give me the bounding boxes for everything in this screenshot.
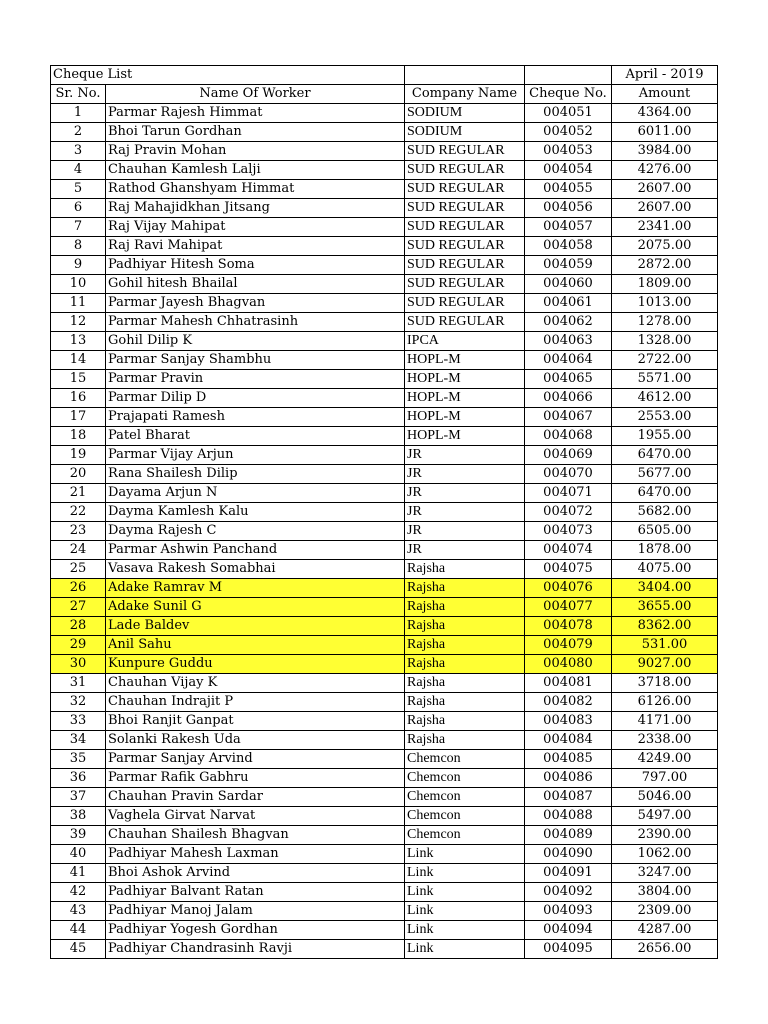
table-row [51,218,718,237]
sr-no-cell: 45 [51,940,106,959]
table-row [51,446,718,465]
amount-cell: 4287.00 [612,921,718,940]
amount-cell: 4075.00 [612,560,718,579]
cheque-no-cell: 004060 [525,275,612,294]
worker-name-cell: Dayama Arjun N [106,484,405,503]
table-row [51,484,718,503]
worker-name-cell: Patel Bharat [106,427,405,446]
company-name-cell: Link [405,883,525,902]
table-row [51,123,718,142]
sr-no-cell: 3 [51,142,106,161]
amount-cell: 2338.00 [612,731,718,750]
cheque-no-cell: 004057 [525,218,612,237]
table-row [51,864,718,883]
worker-name-cell: Raj Ravi Mahipat [106,237,405,256]
table-row [51,788,718,807]
cheque-no-cell: 004053 [525,142,612,161]
worker-name-cell: Chauhan Pravin Sardar [106,788,405,807]
sr-no-cell: 22 [51,503,106,522]
company-name-cell: Rajsha [405,731,525,750]
table-row [51,826,718,845]
company-name-cell: Rajsha [405,674,525,693]
sr-no-cell: 26 [51,579,106,598]
worker-name-cell: Anil Sahu [106,636,405,655]
sr-no-cell: 38 [51,807,106,826]
cheque-no-cell: 004088 [525,807,612,826]
table-row [51,522,718,541]
table-row [51,332,718,351]
company-name-cell: SUD REGULAR [405,275,525,294]
table-row [51,256,718,275]
amount-cell: 1013.00 [612,294,718,313]
sr-no-cell: 42 [51,883,106,902]
worker-name-cell: Parmar Rafik Gabhru [106,769,405,788]
table-row [51,731,718,750]
amount-cell: 6470.00 [612,484,718,503]
sr-no-cell: 17 [51,408,106,427]
sr-no-cell: 24 [51,541,106,560]
company-name-cell: Chemcon [405,750,525,769]
table-row [51,180,718,199]
amount-cell: 3247.00 [612,864,718,883]
sr-no-cell: 30 [51,655,106,674]
amount-cell: 2553.00 [612,408,718,427]
cheque-no-cell: 004066 [525,389,612,408]
cheque-no-cell: 004081 [525,674,612,693]
amount-cell: 8362.00 [612,617,718,636]
amount-cell: 1328.00 [612,332,718,351]
amount-cell: 3655.00 [612,598,718,617]
cheque-no-cell: 004056 [525,199,612,218]
table-row [51,921,718,940]
amount-cell: 531.00 [612,636,718,655]
amount-cell: 5682.00 [612,503,718,522]
company-name-cell: Rajsha [405,579,525,598]
table-row [51,883,718,902]
worker-name-cell: Parmar Dilip D [106,389,405,408]
sr-no-cell: 28 [51,617,106,636]
company-name-cell: SUD REGULAR [405,256,525,275]
cheque-no-cell: 004076 [525,579,612,598]
company-name-cell: SUD REGULAR [405,142,525,161]
worker-name-cell: Parmar Jayesh Bhagvan [106,294,405,313]
worker-name-cell: Gohil Dilip K [106,332,405,351]
worker-name-cell: Padhiyar Yogesh Gordhan [106,921,405,940]
sr-no-cell: 8 [51,237,106,256]
sr-no-cell: 5 [51,180,106,199]
sr-no-cell: 44 [51,921,106,940]
cheque-no-cell: 004064 [525,351,612,370]
table-row [51,389,718,408]
company-name-cell: SODIUM [405,123,525,142]
company-name-cell: Chemcon [405,826,525,845]
sr-no-cell: 6 [51,199,106,218]
cheque-no-cell: 004087 [525,788,612,807]
table-row [51,845,718,864]
cheque-no-cell: 004073 [525,522,612,541]
title-empty-cell [405,66,525,85]
table-row [51,674,718,693]
company-name-cell: IPCA [405,332,525,351]
table-row [51,370,718,389]
worker-name-cell: Padhiyar Chandrasinh Ravji [106,940,405,959]
worker-name-cell: Parmar Sanjay Shambhu [106,351,405,370]
sr-no-cell: 43 [51,902,106,921]
company-name-cell: JR [405,522,525,541]
table-row [51,560,718,579]
cheque-no-cell: 004065 [525,370,612,389]
worker-name-cell: Vasava Rakesh Somabhai [106,560,405,579]
cheque-no-cell: 004079 [525,636,612,655]
header-cheque-no: Cheque No. [525,85,612,104]
amount-cell: 4276.00 [612,161,718,180]
table-row [51,313,718,332]
sr-no-cell: 20 [51,465,106,484]
cheque-no-cell: 004072 [525,503,612,522]
worker-name-cell: Raj Vijay Mahipat [106,218,405,237]
company-name-cell: SUD REGULAR [405,199,525,218]
sr-no-cell: 34 [51,731,106,750]
cheque-no-cell: 004075 [525,560,612,579]
company-name-cell: HOPL-M [405,408,525,427]
worker-name-cell: Parmar Rajesh Himmat [106,104,405,123]
amount-cell: 6126.00 [612,693,718,712]
table-row [51,161,718,180]
amount-cell: 2390.00 [612,826,718,845]
company-name-cell: JR [405,465,525,484]
sr-no-cell: 11 [51,294,106,313]
amount-cell: 4171.00 [612,712,718,731]
sr-no-cell: 2 [51,123,106,142]
table-row [51,199,718,218]
amount-cell: 2872.00 [612,256,718,275]
cheque-no-cell: 004091 [525,864,612,883]
company-name-cell: Link [405,921,525,940]
table-row [51,636,718,655]
cheque-no-cell: 004094 [525,921,612,940]
amount-cell: 2341.00 [612,218,718,237]
worker-name-cell: Chauhan Shailesh Bhagvan [106,826,405,845]
company-name-cell: SUD REGULAR [405,237,525,256]
sr-no-cell: 16 [51,389,106,408]
table-row [51,142,718,161]
amount-cell: 5571.00 [612,370,718,389]
title-empty-cell [525,66,612,85]
worker-name-cell: Padhiyar Manoj Jalam [106,902,405,921]
amount-cell: 3718.00 [612,674,718,693]
sr-no-cell: 14 [51,351,106,370]
worker-name-cell: Padhiyar Balvant Ratan [106,883,405,902]
worker-name-cell: Padhiyar Hitesh Soma [106,256,405,275]
sr-no-cell: 40 [51,845,106,864]
company-name-cell: JR [405,541,525,560]
sr-no-cell: 39 [51,826,106,845]
sr-no-cell: 32 [51,693,106,712]
company-name-cell: Link [405,940,525,959]
company-name-cell: Rajsha [405,617,525,636]
worker-name-cell: Chauhan Indrajit P [106,693,405,712]
worker-name-cell: Bhoi Ashok Arvind [106,864,405,883]
table-row [51,769,718,788]
cheque-no-cell: 004089 [525,826,612,845]
company-name-cell: SODIUM [405,104,525,123]
table-row [51,275,718,294]
cheque-no-cell: 004082 [525,693,612,712]
company-name-cell: Rajsha [405,636,525,655]
worker-name-cell: Padhiyar Mahesh Laxman [106,845,405,864]
sr-no-cell: 35 [51,750,106,769]
worker-name-cell: Parmar Ashwin Panchand [106,541,405,560]
company-name-cell: Chemcon [405,769,525,788]
cheque-no-cell: 004092 [525,883,612,902]
sr-no-cell: 13 [51,332,106,351]
sr-no-cell: 19 [51,446,106,465]
company-name-cell: Link [405,845,525,864]
sr-no-cell: 7 [51,218,106,237]
sr-no-cell: 25 [51,560,106,579]
worker-name-cell: Kunpure Guddu [106,655,405,674]
header-row [51,85,718,104]
amount-cell: 9027.00 [612,655,718,674]
cheque-no-cell: 004059 [525,256,612,275]
cheque-no-cell: 004074 [525,541,612,560]
worker-name-cell: Chauhan Kamlesh Lalji [106,161,405,180]
company-name-cell: HOPL-M [405,427,525,446]
worker-name-cell: Chauhan Vijay K [106,674,405,693]
amount-cell: 797.00 [612,769,718,788]
company-name-cell: Rajsha [405,712,525,731]
worker-name-cell: Rathod Ghanshyam Himmat [106,180,405,199]
sr-no-cell: 41 [51,864,106,883]
worker-name-cell: Solanki Rakesh Uda [106,731,405,750]
company-name-cell: Chemcon [405,807,525,826]
cheque-no-cell: 004083 [525,712,612,731]
table-row [51,408,718,427]
cheque-no-cell: 004052 [525,123,612,142]
table-row [51,104,718,123]
sr-no-cell: 21 [51,484,106,503]
company-name-cell: JR [405,503,525,522]
worker-name-cell: Raj Pravin Mohan [106,142,405,161]
amount-cell: 2722.00 [612,351,718,370]
amount-cell: 2309.00 [612,902,718,921]
cheque-no-cell: 004069 [525,446,612,465]
company-name-cell: HOPL-M [405,370,525,389]
amount-cell: 1809.00 [612,275,718,294]
sr-no-cell: 36 [51,769,106,788]
sr-no-cell: 18 [51,427,106,446]
company-name-cell: SUD REGULAR [405,313,525,332]
cheque-no-cell: 004071 [525,484,612,503]
cheque-no-cell: 004061 [525,294,612,313]
amount-cell: 3404.00 [612,579,718,598]
table-row [51,712,718,731]
worker-name-cell: Rana Shailesh Dilip [106,465,405,484]
title-row [51,66,718,85]
worker-name-cell: Bhoi Ranjit Ganpat [106,712,405,731]
sr-no-cell: 29 [51,636,106,655]
header-amount: Amount [612,85,718,104]
worker-name-cell: Dayma Rajesh C [106,522,405,541]
worker-name-cell: Adake Ramrav M [106,579,405,598]
company-name-cell: Rajsha [405,598,525,617]
amount-cell: 6470.00 [612,446,718,465]
sr-no-cell: 15 [51,370,106,389]
company-name-cell: SUD REGULAR [405,218,525,237]
table-row [51,541,718,560]
amount-cell: 5046.00 [612,788,718,807]
amount-cell: 2607.00 [612,199,718,218]
cheque-no-cell: 004080 [525,655,612,674]
worker-name-cell: Parmar Sanjay Arvind [106,750,405,769]
cheque-no-cell: 004054 [525,161,612,180]
amount-cell: 3984.00 [612,142,718,161]
cheque-no-cell: 004068 [525,427,612,446]
worker-name-cell: Parmar Pravin [106,370,405,389]
sr-no-cell: 33 [51,712,106,731]
cheque-no-cell: 004062 [525,313,612,332]
header-name: Name Of Worker [106,85,405,104]
title-cell: Cheque List [51,66,405,85]
table-row [51,655,718,674]
cheque-no-cell: 004055 [525,180,612,199]
worker-name-cell: Prajapati Ramesh [106,408,405,427]
amount-cell: 1878.00 [612,541,718,560]
cheque-no-cell: 004070 [525,465,612,484]
company-name-cell: Rajsha [405,560,525,579]
sr-no-cell: 23 [51,522,106,541]
period-cell: April - 2019 [612,66,718,85]
cheque-no-cell: 004093 [525,902,612,921]
cheque-no-cell: 004051 [525,104,612,123]
company-name-cell: SUD REGULAR [405,294,525,313]
cheque-no-cell: 004077 [525,598,612,617]
worker-name-cell: Lade Baldev [106,617,405,636]
cheque-no-cell: 004058 [525,237,612,256]
amount-cell: 2075.00 [612,237,718,256]
amount-cell: 4364.00 [612,104,718,123]
company-name-cell: JR [405,484,525,503]
cheque-no-cell: 004078 [525,617,612,636]
amount-cell: 1955.00 [612,427,718,446]
cheque-no-cell: 004067 [525,408,612,427]
table-row [51,351,718,370]
table-row [51,807,718,826]
company-name-cell: SUD REGULAR [405,180,525,199]
sr-no-cell: 12 [51,313,106,332]
company-name-cell: Chemcon [405,788,525,807]
company-name-cell: JR [405,446,525,465]
worker-name-cell: Bhoi Tarun Gordhan [106,123,405,142]
company-name-cell: Link [405,864,525,883]
worker-name-cell: Gohil hitesh Bhailal [106,275,405,294]
table-row [51,579,718,598]
amount-cell: 3804.00 [612,883,718,902]
table-row [51,693,718,712]
sr-no-cell: 37 [51,788,106,807]
worker-name-cell: Dayma Kamlesh Kalu [106,503,405,522]
table-row [51,465,718,484]
worker-name-cell: Raj Mahajidkhan Jitsang [106,199,405,218]
sr-no-cell: 31 [51,674,106,693]
amount-cell: 5677.00 [612,465,718,484]
sr-no-cell: 27 [51,598,106,617]
cheque-list-table [50,65,718,959]
company-name-cell: Link [405,902,525,921]
cheque-no-cell: 004084 [525,731,612,750]
sr-no-cell: 1 [51,104,106,123]
cheque-no-cell: 004095 [525,940,612,959]
amount-cell: 4612.00 [612,389,718,408]
sr-no-cell: 4 [51,161,106,180]
company-name-cell: Rajsha [405,693,525,712]
table-row [51,237,718,256]
amount-cell: 2607.00 [612,180,718,199]
company-name-cell: HOPL-M [405,389,525,408]
amount-cell: 1278.00 [612,313,718,332]
worker-name-cell: Vaghela Girvat Narvat [106,807,405,826]
amount-cell: 5497.00 [612,807,718,826]
table-row [51,503,718,522]
company-name-cell: HOPL-M [405,351,525,370]
amount-cell: 2656.00 [612,940,718,959]
amount-cell: 6011.00 [612,123,718,142]
worker-name-cell: Parmar Mahesh Chhatrasinh [106,313,405,332]
worker-name-cell: Adake Sunil G [106,598,405,617]
sr-no-cell: 10 [51,275,106,294]
table-row [51,598,718,617]
table-row [51,750,718,769]
cheque-no-cell: 004085 [525,750,612,769]
header-company: Company Name [405,85,525,104]
cheque-no-cell: 004090 [525,845,612,864]
cheque-no-cell: 004086 [525,769,612,788]
sr-no-cell: 9 [51,256,106,275]
header-sr-no: Sr. No. [51,85,106,104]
table-row [51,294,718,313]
amount-cell: 4249.00 [612,750,718,769]
table-row [51,617,718,636]
company-name-cell: SUD REGULAR [405,161,525,180]
table-row [51,902,718,921]
worker-name-cell: Parmar Vijay Arjun [106,446,405,465]
company-name-cell: Rajsha [405,655,525,674]
amount-cell: 6505.00 [612,522,718,541]
table-row [51,940,718,959]
table-row [51,427,718,446]
cheque-no-cell: 004063 [525,332,612,351]
amount-cell: 1062.00 [612,845,718,864]
